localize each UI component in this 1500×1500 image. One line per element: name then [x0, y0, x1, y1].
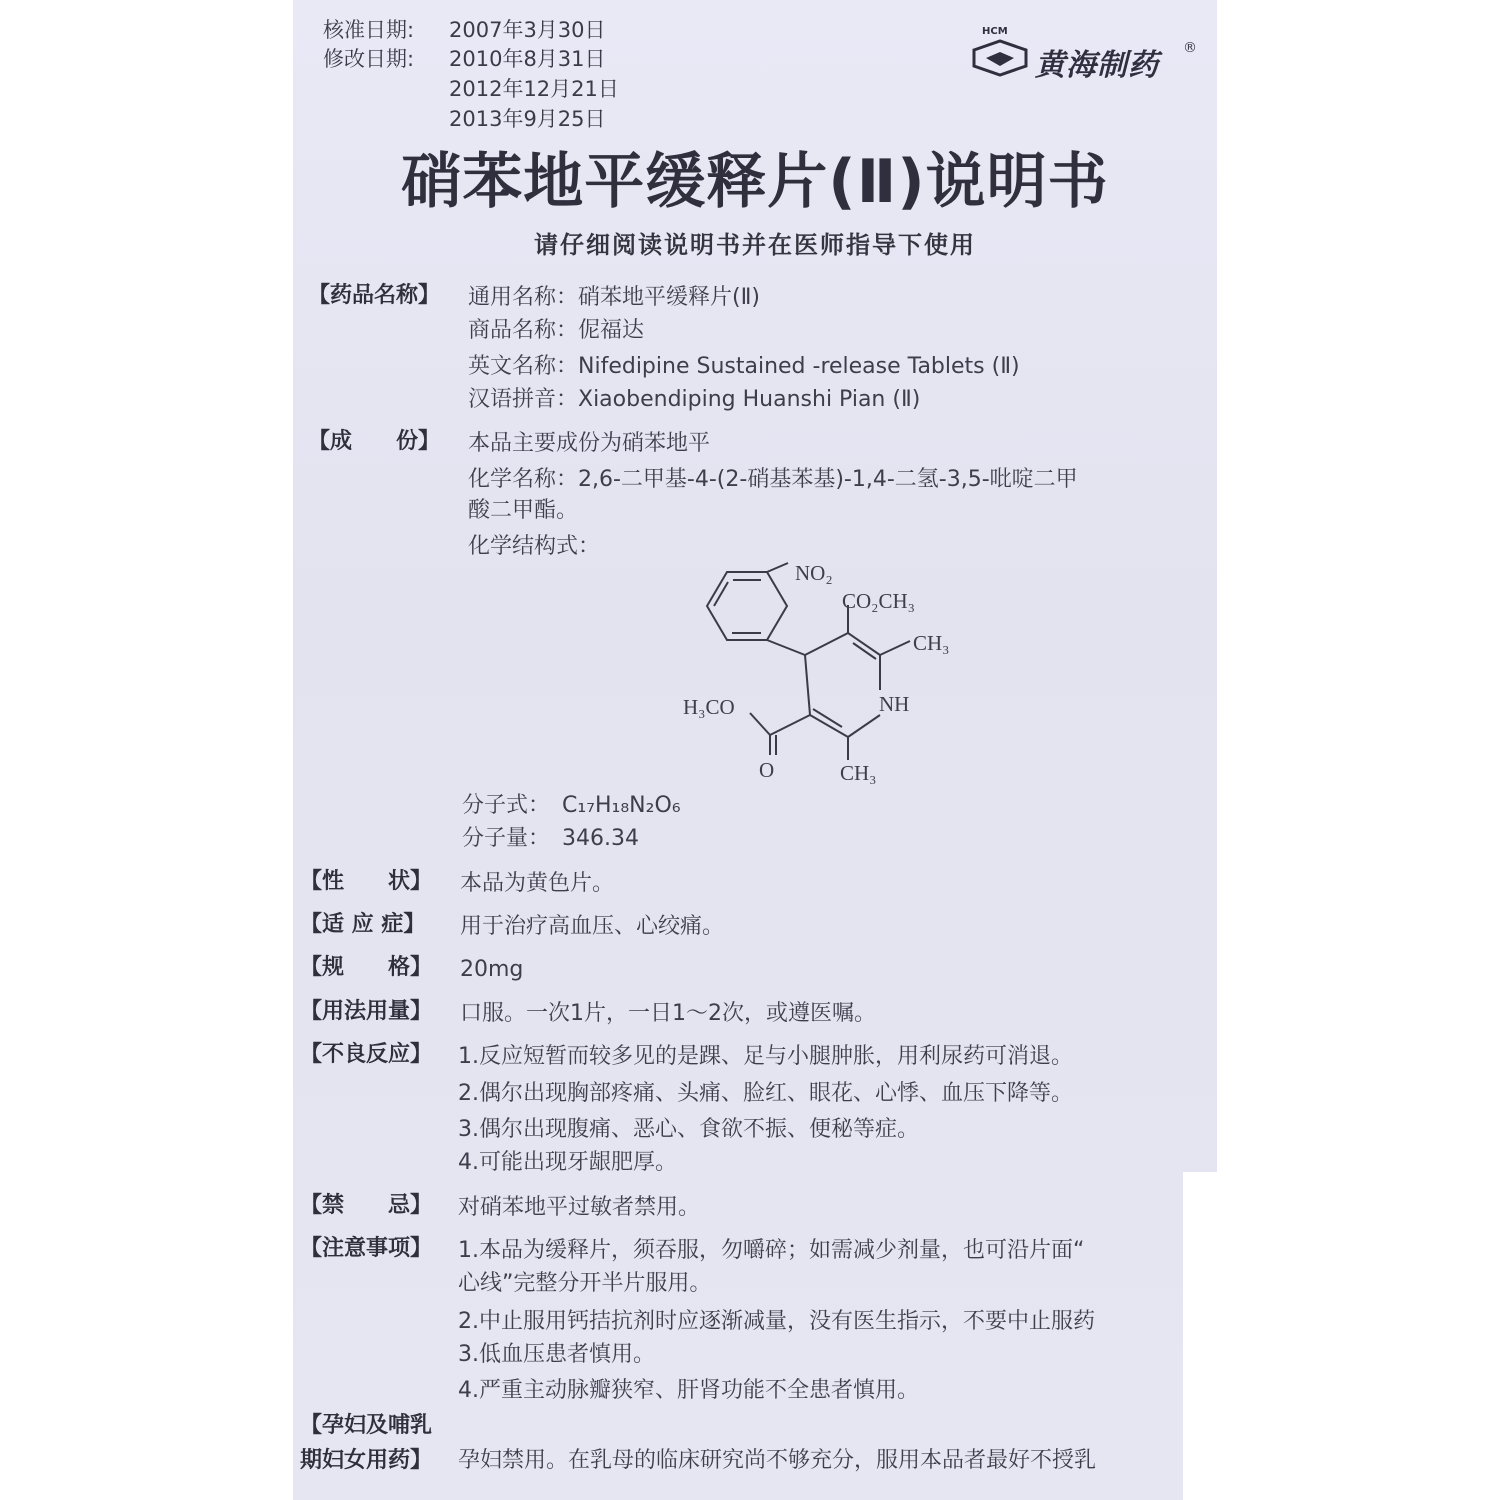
- specification-text: 20mg: [460, 957, 524, 982]
- structure-h3co: H₃CO: [683, 695, 735, 719]
- revision-date-3: 2013年9月25日: [449, 107, 606, 131]
- section-label-appearance: 【性 状】: [300, 869, 433, 894]
- logo-emblem-icon: [970, 38, 1030, 78]
- background-cutout: [1183, 1172, 1223, 1500]
- precaution-item-4: 4.严重主动脉瓣狭窄、肝肾功能不全患者慎用。: [458, 1378, 919, 1403]
- approval-date: 2007年3月30日: [449, 18, 606, 42]
- structure-co2ch3: CO₂CH₃: [842, 589, 915, 613]
- approval-date-label: 核准日期:: [323, 18, 415, 42]
- section-label-indications: 【适 应 症】: [300, 912, 426, 937]
- precaution-item-1: 1.本品为缓释片，须吞服，勿嚼碎；如需减少剂量，也可沿片面“: [458, 1238, 1085, 1263]
- section-label-dosage: 【用法用量】: [300, 999, 433, 1024]
- adverse-item-2: 2.偶尔出现胸部疼痛、头痛、脸红、眼花、心悸、血压下降等。: [458, 1081, 1073, 1106]
- chemical-name-cont: 酸二甲酯。: [468, 498, 579, 523]
- chemical-name: 化学名称：2,6-二甲基-4-(2-硝基苯基)-1,4-二氢-3,5-吡啶二甲: [468, 467, 1078, 492]
- section-label-adverse: 【不良反应】: [300, 1042, 433, 1067]
- molecular-weight: 346.34: [562, 826, 639, 851]
- section-label-pregnancy-1: 【孕妇及哺乳: [300, 1413, 433, 1438]
- pinyin-name: 汉语拼音：Xiaobendiping Huanshi Pian (Ⅱ): [468, 387, 921, 412]
- section-label-contraindications: 【禁 忌】: [300, 1193, 433, 1218]
- adverse-item-1: 1.反应短暂而较多见的是踝、足与小腿肿胀，用利尿药可消退。: [458, 1044, 1073, 1069]
- contraindications-text: 对硝苯地平过敏者禁用。: [458, 1195, 701, 1220]
- pregnancy-block: [456, 1440, 1183, 1480]
- precautions-block: [456, 1236, 1183, 1416]
- logo-text: 黄海制药: [1035, 48, 1159, 83]
- appearance-text: 本品为黄色片。: [460, 871, 615, 896]
- trade-name: 商品名称：伲福达: [468, 318, 645, 343]
- structure-ch3-bottom: CH₃: [840, 761, 877, 785]
- structure-no2: NO₂: [795, 561, 833, 585]
- revision-date-label: 修改日期:: [323, 47, 415, 71]
- logo-emblem-text: HCM: [982, 26, 1008, 37]
- dosage-text: 口服。一次1片，一日1～2次，或遵医嘱。: [460, 1001, 876, 1026]
- section-label-pregnancy-2: 期妇女用药】: [300, 1448, 433, 1473]
- english-name: 英文名称：Nifedipine Sustained -release Tablets (Ⅱ): [468, 354, 1020, 379]
- generic-name: 通用名称：硝苯地平缓释片(Ⅱ): [468, 285, 760, 310]
- section-label-name: 【药品名称】: [308, 283, 441, 308]
- precaution-item-2: 2.中止服用钙拮抗剂时应逐渐减量，没有医生指示，不要中止服药: [458, 1309, 1095, 1334]
- molecular-formula: C₁₇H₁₈N₂O₆: [562, 793, 681, 818]
- structure-ch3-top: CH₃: [913, 631, 950, 655]
- revision-date-2: 2012年12月21日: [449, 77, 619, 101]
- formula-label: 分子式：: [462, 793, 551, 818]
- structure-nh: NH: [879, 692, 910, 716]
- main-ingredient: 本品主要成份为硝苯地平: [468, 431, 711, 456]
- indications-text: 用于治疗高血压、心绞痛。: [460, 914, 725, 939]
- section-label-specification: 【规 格】: [300, 955, 433, 980]
- precaution-item-1-cont: 心线”完整分开半片服用。: [458, 1271, 712, 1296]
- revision-date-1: 2010年8月31日: [449, 47, 606, 71]
- section-label-ingredients: 【成 份】: [308, 429, 441, 454]
- adverse-item-4: 4.可能出现牙龈肥厚。: [458, 1150, 677, 1175]
- registered-mark: ®: [1183, 40, 1197, 56]
- weight-label: 分子量：: [462, 826, 551, 851]
- section-label-precautions: 【注意事项】: [300, 1236, 433, 1261]
- structure-o: O: [759, 758, 775, 782]
- structure-label: 化学结构式：: [468, 534, 601, 559]
- chemical-structure-diagram: [670, 555, 970, 785]
- document-subtitle: 请仔细阅读说明书并在医师指导下使用: [534, 231, 976, 259]
- document-title: 硝苯地平缓释片(Ⅱ)说明书: [401, 147, 1109, 217]
- pregnancy-text: 孕妇禁用。在乳母的临床研究尚不够充分，服用本品者最好不授乳: [458, 1448, 1097, 1473]
- precaution-item-3: 3.低血压患者慎用。: [458, 1342, 655, 1367]
- adverse-item-3: 3.偶尔出现腹痛、恶心、食欲不振、便秘等症。: [458, 1117, 919, 1142]
